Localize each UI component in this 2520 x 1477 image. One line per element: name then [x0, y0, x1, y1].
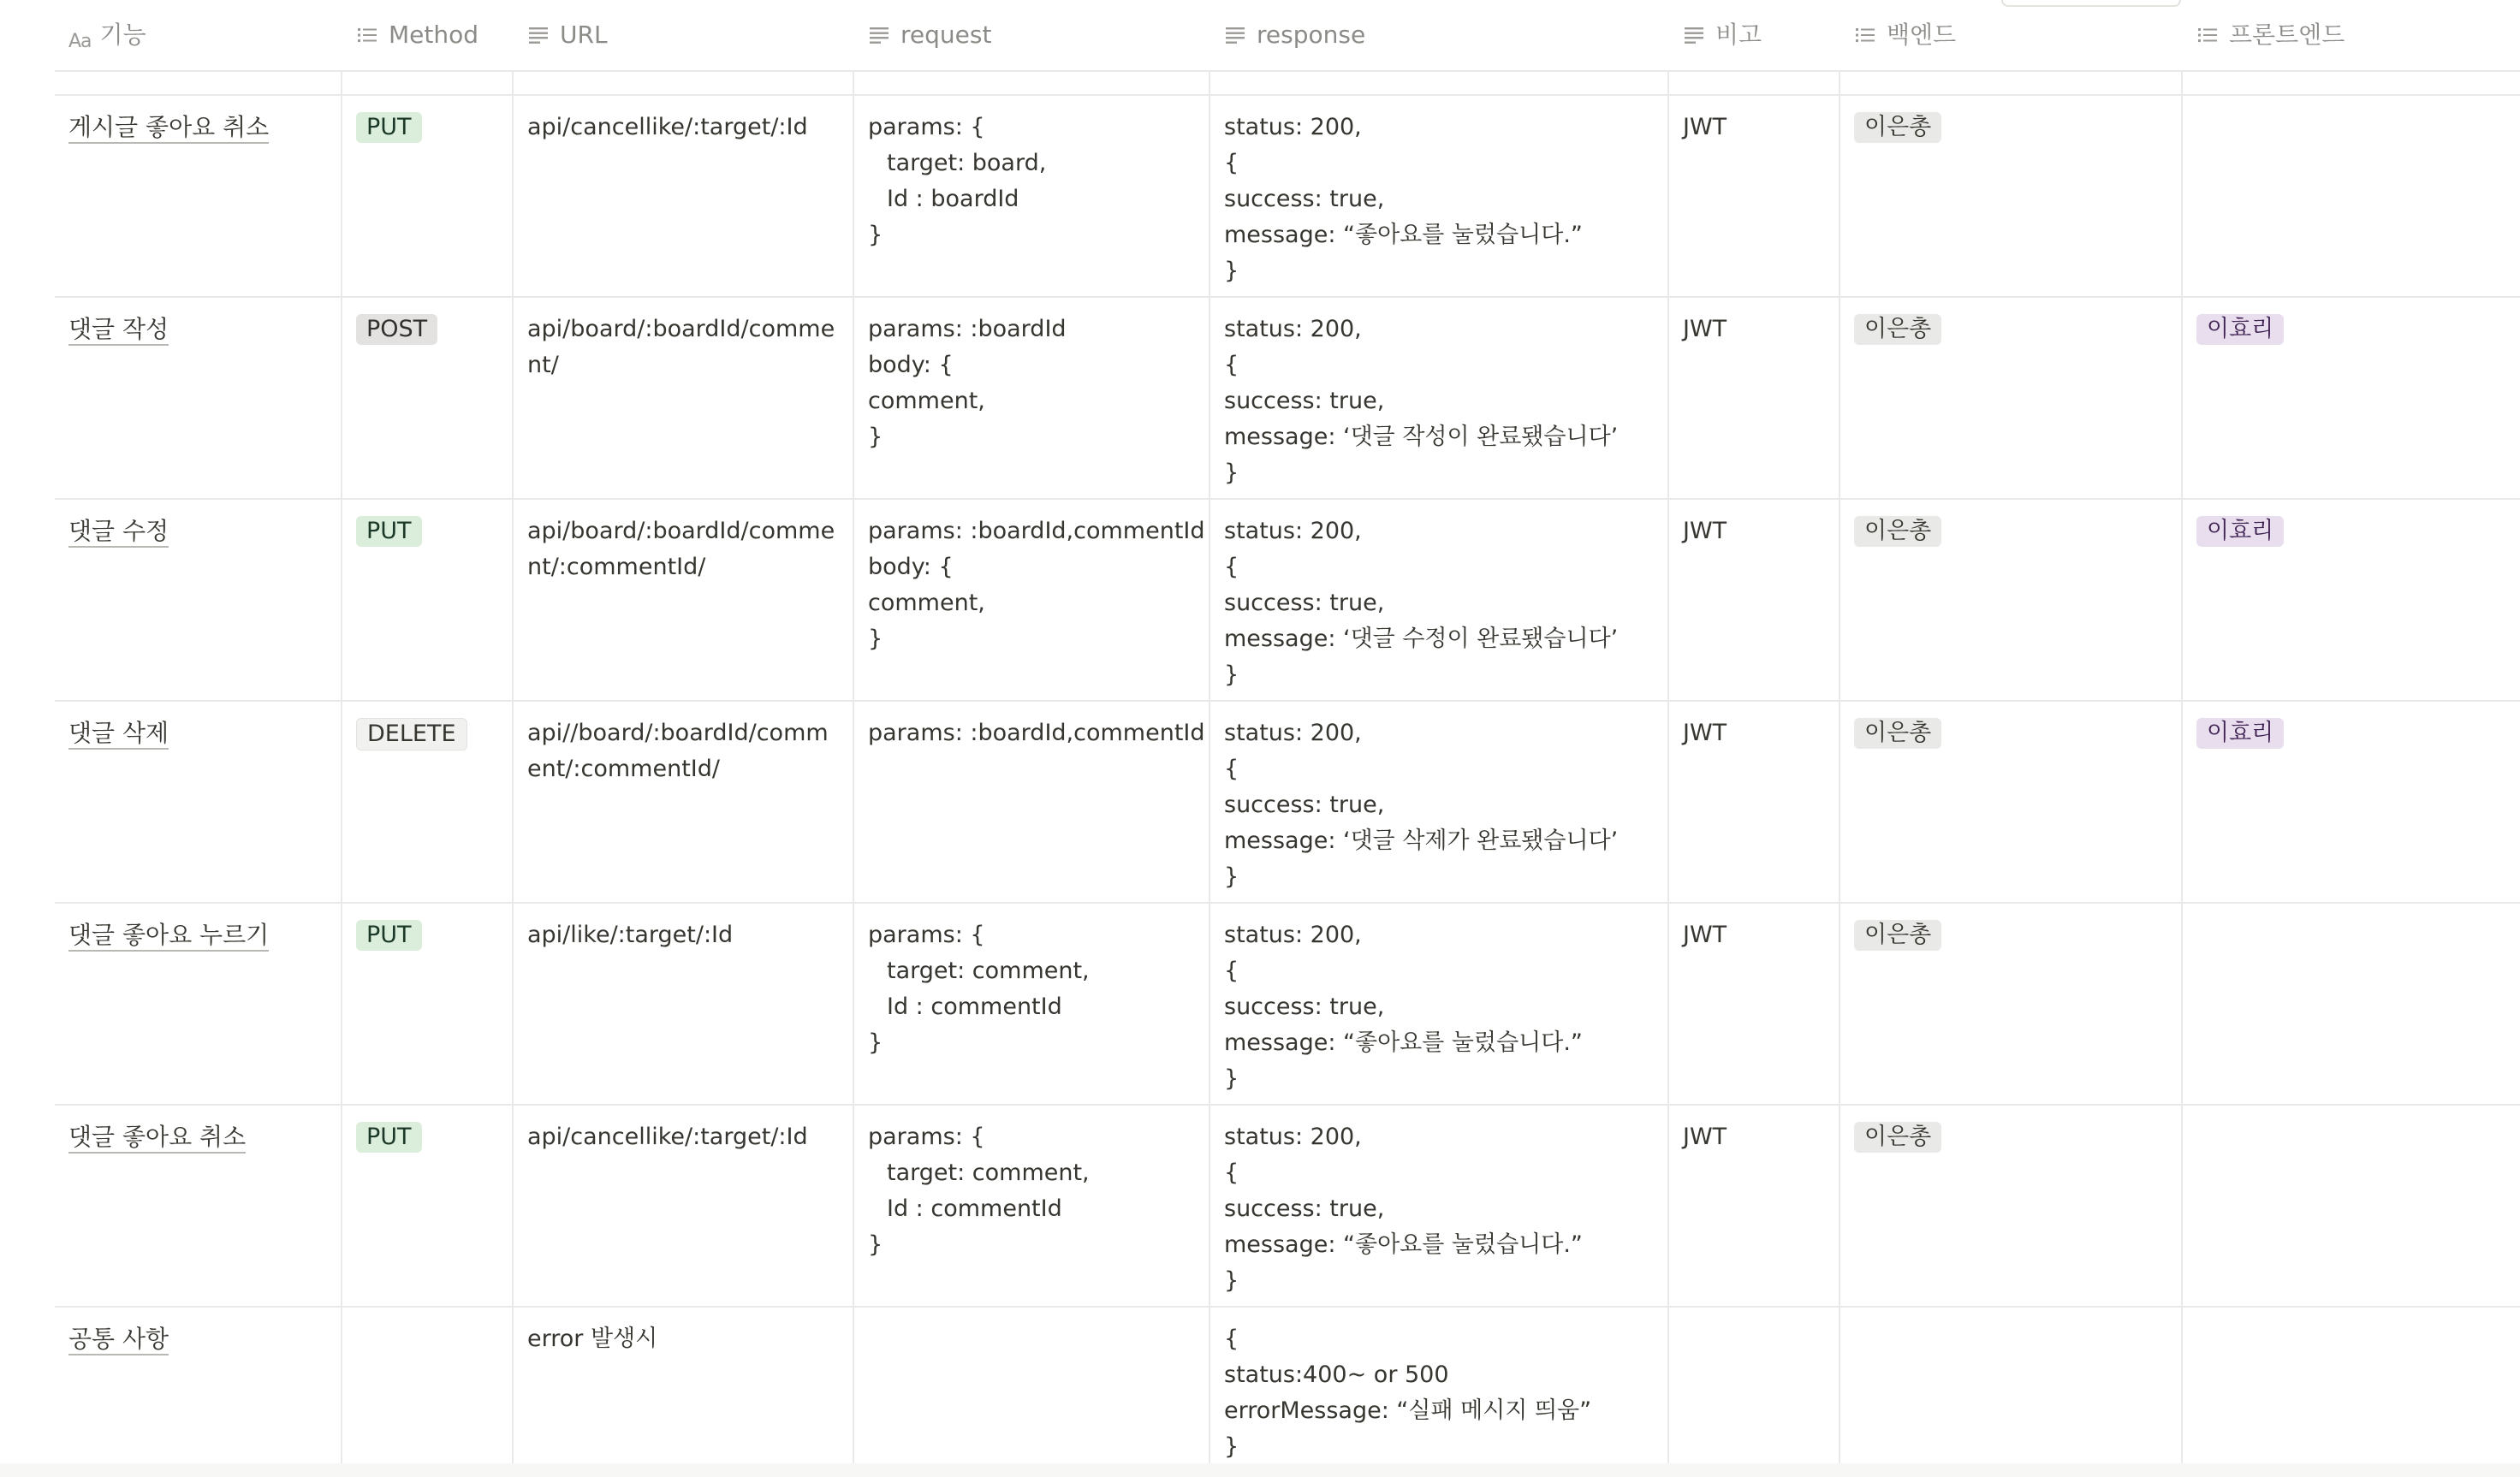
url-text: error 발생시 — [527, 1326, 658, 1352]
cell-backend[interactable] — [1840, 96, 2183, 296]
cell-request — [854, 72, 1210, 94]
request-line: params: { — [868, 114, 985, 140]
column-header-label: 프론트엔드 — [2229, 21, 2345, 49]
column-header-method[interactable] — [342, 0, 514, 70]
cell-method — [342, 72, 514, 94]
backend-person-tag: 이은총 — [1854, 1122, 1941, 1153]
row-title[interactable]: 게시글 좋아요 취소 — [68, 113, 269, 144]
table-row[interactable] — [55, 702, 2520, 904]
cell-frontend[interactable] — [2183, 702, 2520, 902]
backend-person-tag: 이은총 — [1854, 314, 1941, 345]
note-text: JWT — [1683, 1124, 1727, 1150]
response-line: success: true, — [1224, 388, 1385, 414]
response-line: success: true, — [1224, 186, 1385, 212]
cell-url[interactable] — [514, 1308, 854, 1475]
cell-frontend[interactable] — [2183, 298, 2520, 498]
method-tag: PUT — [356, 920, 422, 951]
request-line: body: { — [868, 352, 954, 378]
response-line: status: 200, — [1224, 720, 1362, 746]
list-icon — [2196, 24, 2219, 46]
response-line: } — [1224, 1267, 1239, 1294]
response-line: errorMessage: “실패 메시지 띄움” — [1224, 1397, 1592, 1424]
table-row[interactable] — [55, 96, 2520, 298]
cell-backend[interactable] — [1840, 298, 2183, 498]
url-text: api/cancellike/:target/:Id — [527, 1124, 808, 1150]
request-line: } — [868, 1231, 883, 1258]
table-row-partial — [55, 72, 2520, 96]
request-line: body: { — [868, 554, 954, 580]
column-header-backend[interactable] — [1840, 0, 2183, 70]
response-line: } — [1224, 460, 1239, 486]
cell-response[interactable] — [1210, 904, 1669, 1104]
cell-frontend[interactable] — [2183, 1106, 2520, 1306]
response-line: success: true, — [1224, 1195, 1385, 1222]
url-text: api//board/:boardId/comment/:commentId/ — [527, 720, 829, 782]
list-icon — [1854, 24, 1876, 46]
column-header-label: request — [900, 21, 992, 49]
cell-response[interactable] — [1210, 500, 1669, 700]
text-lines-icon — [1224, 24, 1246, 46]
response-line: status: 200, — [1224, 518, 1362, 544]
table-header-row — [55, 0, 2520, 72]
request-line: params: :boardId — [868, 316, 1067, 342]
cell-response[interactable] — [1210, 96, 1669, 296]
note-text: JWT — [1683, 316, 1727, 342]
cell-url[interactable] — [514, 500, 854, 700]
cell-response — [1210, 72, 1669, 94]
list-icon — [356, 24, 378, 46]
title-icon: Aa — [68, 31, 92, 52]
request-line: target: comment, — [887, 1160, 1090, 1186]
cell-backend[interactable] — [1840, 904, 2183, 1104]
backend-person-tag: 이은총 — [1854, 516, 1941, 547]
table-row[interactable] — [55, 904, 2520, 1106]
frontend-person-tag: 이효리 — [2196, 718, 2284, 749]
request-line: } — [868, 626, 883, 652]
response-line: message: ‘댓글 삭제가 완료됐습니다’ — [1224, 827, 1619, 854]
cell-method[interactable] — [342, 298, 514, 498]
method-tag: POST — [356, 314, 437, 345]
cell-url[interactable] — [514, 298, 854, 498]
cell-method[interactable] — [342, 1308, 514, 1475]
response-line: } — [1224, 1433, 1239, 1460]
response-line: success: true, — [1224, 994, 1385, 1020]
cell-note[interactable] — [1669, 1308, 1840, 1475]
row-title[interactable]: 댓글 삭제 — [68, 719, 169, 750]
column-header-label: Method — [389, 21, 479, 49]
cell-request[interactable] — [854, 500, 1210, 700]
request-line: Id : boardId — [887, 186, 1019, 212]
cell-backend[interactable] — [1840, 1308, 2183, 1475]
response-line: { — [1224, 1160, 1239, 1186]
cell-url[interactable] — [514, 1106, 854, 1306]
column-header-frontend[interactable] — [2183, 0, 2520, 70]
cell-func[interactable] — [55, 1308, 342, 1475]
cell-func[interactable] — [55, 96, 342, 296]
column-header-response[interactable] — [1210, 0, 1669, 70]
page-footer-band — [0, 1463, 2520, 1477]
backend-person-tag: 이은총 — [1854, 920, 1941, 951]
cell-note[interactable] — [1669, 500, 1840, 700]
frontend-person-tag: 이효리 — [2196, 516, 2284, 547]
response-line: status: 200, — [1224, 114, 1362, 140]
response-line: success: true, — [1224, 590, 1385, 616]
request-line: comment, — [868, 388, 985, 414]
cell-func — [55, 72, 342, 94]
method-tag: PUT — [356, 112, 422, 143]
cell-method[interactable] — [342, 96, 514, 296]
request-line: } — [868, 1029, 883, 1056]
response-line: message: ‘댓글 작성이 완료됐습니다’ — [1224, 424, 1619, 450]
text-lines-icon — [868, 24, 890, 46]
column-header-label: response — [1257, 21, 1366, 49]
response-line: { — [1224, 958, 1239, 984]
request-line: params: { — [868, 1124, 985, 1150]
table-row[interactable] — [55, 1106, 2520, 1308]
column-header-request[interactable] — [854, 0, 1210, 70]
note-text: JWT — [1683, 114, 1727, 140]
method-tag: PUT — [356, 516, 422, 547]
cell-func[interactable] — [55, 904, 342, 1104]
response-line: } — [1224, 863, 1239, 890]
response-line: message: “좋아요를 눌렀습니다.” — [1224, 222, 1583, 248]
cell-url[interactable] — [514, 702, 854, 902]
url-text: api/like/:target/:Id — [527, 922, 734, 948]
response-line: } — [1224, 258, 1239, 284]
response-line: success: true, — [1224, 792, 1385, 818]
response-line: message: “좋아요를 눌렀습니다.” — [1224, 1029, 1583, 1056]
cell-method[interactable] — [342, 702, 514, 902]
cell-response[interactable] — [1210, 298, 1669, 498]
cell-note — [1669, 72, 1840, 94]
response-line: } — [1224, 661, 1239, 688]
response-line: { — [1224, 554, 1239, 580]
row-title[interactable]: 댓글 좋아요 취소 — [68, 1123, 246, 1154]
cell-request[interactable] — [854, 96, 1210, 296]
table-body — [55, 96, 2520, 1477]
cell-method[interactable] — [342, 500, 514, 700]
request-line: target: board, — [887, 150, 1047, 176]
note-text: JWT — [1683, 922, 1727, 948]
cell-url[interactable] — [514, 904, 854, 1104]
request-line: params: :boardId,commentId — [868, 720, 1205, 746]
response-line: status: 200, — [1224, 922, 1362, 948]
response-line: message: “좋아요를 눌렀습니다.” — [1224, 1231, 1583, 1258]
row-title[interactable]: 공통 사항 — [68, 1325, 169, 1355]
request-line: } — [868, 424, 883, 450]
response-line: { — [1224, 756, 1239, 782]
request-line: } — [868, 222, 883, 248]
cell-note[interactable] — [1669, 904, 1840, 1104]
cell-func[interactable] — [55, 298, 342, 498]
text-lines-icon — [1683, 24, 1705, 46]
column-header-label: 비고 — [1715, 21, 1762, 49]
frontend-person-tag: 이효리 — [2196, 314, 2284, 345]
response-line: status:400~ or 500 — [1224, 1361, 1449, 1388]
note-text: JWT — [1683, 720, 1727, 746]
url-text: api/cancellike/:target/:Id — [527, 114, 808, 140]
cell-response[interactable] — [1210, 1308, 1669, 1475]
response-line: message: ‘댓글 수정이 완료됐습니다’ — [1224, 626, 1619, 652]
table-row[interactable] — [55, 298, 2520, 500]
column-header-func[interactable] — [55, 0, 342, 70]
cell-method[interactable] — [342, 1106, 514, 1306]
request-line: target: comment, — [887, 958, 1090, 984]
cell-frontend[interactable] — [2183, 96, 2520, 296]
cell-request[interactable] — [854, 1106, 1210, 1306]
row-title[interactable]: 댓글 수정 — [68, 517, 169, 548]
cell-note[interactable] — [1669, 1106, 1840, 1306]
text-lines-icon — [527, 24, 550, 46]
cell-response[interactable] — [1210, 702, 1669, 902]
request-line: Id : commentId — [887, 994, 1062, 1020]
method-tag: DELETE — [356, 718, 467, 750]
url-text: api/board/:boardId/comment/:commentId/ — [527, 518, 835, 580]
cell-backend[interactable] — [1840, 1106, 2183, 1306]
cell-note[interactable] — [1669, 96, 1840, 296]
cell-func[interactable] — [55, 702, 342, 902]
row-title[interactable]: 댓글 작성 — [68, 315, 169, 346]
cell-func[interactable] — [55, 1106, 342, 1306]
cell-url — [514, 72, 854, 94]
response-line: } — [1224, 1065, 1239, 1092]
request-line: comment, — [868, 590, 985, 616]
column-header-label: 백엔드 — [1887, 21, 1957, 49]
cell-frontend[interactable] — [2183, 500, 2520, 700]
cell-frontend[interactable] — [2183, 1308, 2520, 1475]
column-header-label: 기능 — [99, 21, 146, 49]
cell-request[interactable] — [854, 904, 1210, 1104]
response-line: status: 200, — [1224, 316, 1362, 342]
cell-response[interactable] — [1210, 1106, 1669, 1306]
response-line: { — [1224, 1326, 1239, 1352]
cell-method[interactable] — [342, 904, 514, 1104]
cell-frontend[interactable] — [2183, 904, 2520, 1104]
url-text: api/board/:boardId/comment/ — [527, 316, 835, 378]
cell-func[interactable] — [55, 500, 342, 700]
cell-url[interactable] — [514, 96, 854, 296]
note-text: JWT — [1683, 518, 1727, 544]
cell-backend — [1840, 72, 2183, 94]
cell-backend[interactable] — [1840, 500, 2183, 700]
cell-backend[interactable] — [1840, 702, 2183, 902]
column-header-note[interactable] — [1669, 0, 1840, 70]
column-header-label: URL — [560, 21, 608, 49]
cell-request[interactable] — [854, 298, 1210, 498]
backend-person-tag: 이은총 — [1854, 718, 1941, 749]
backend-person-tag: 이은총 — [1854, 112, 1941, 143]
row-title[interactable]: 댓글 좋아요 누르기 — [68, 921, 269, 952]
cell-note[interactable] — [1669, 702, 1840, 902]
database-table — [55, 0, 2520, 1477]
cell-request[interactable] — [854, 1308, 1210, 1475]
table-row[interactable] — [55, 500, 2520, 702]
response-line: status: 200, — [1224, 1124, 1362, 1150]
request-line: params: :boardId,commentId — [868, 518, 1205, 544]
cell-request[interactable] — [854, 702, 1210, 902]
table-row[interactable] — [55, 1308, 2520, 1477]
response-line: { — [1224, 352, 1239, 378]
cell-frontend — [2183, 72, 2520, 94]
response-line: { — [1224, 150, 1239, 176]
cell-note[interactable] — [1669, 298, 1840, 498]
method-tag: PUT — [356, 1122, 422, 1153]
column-header-url[interactable] — [514, 0, 854, 70]
request-line: Id : commentId — [887, 1195, 1062, 1222]
request-line: params: { — [868, 922, 985, 948]
